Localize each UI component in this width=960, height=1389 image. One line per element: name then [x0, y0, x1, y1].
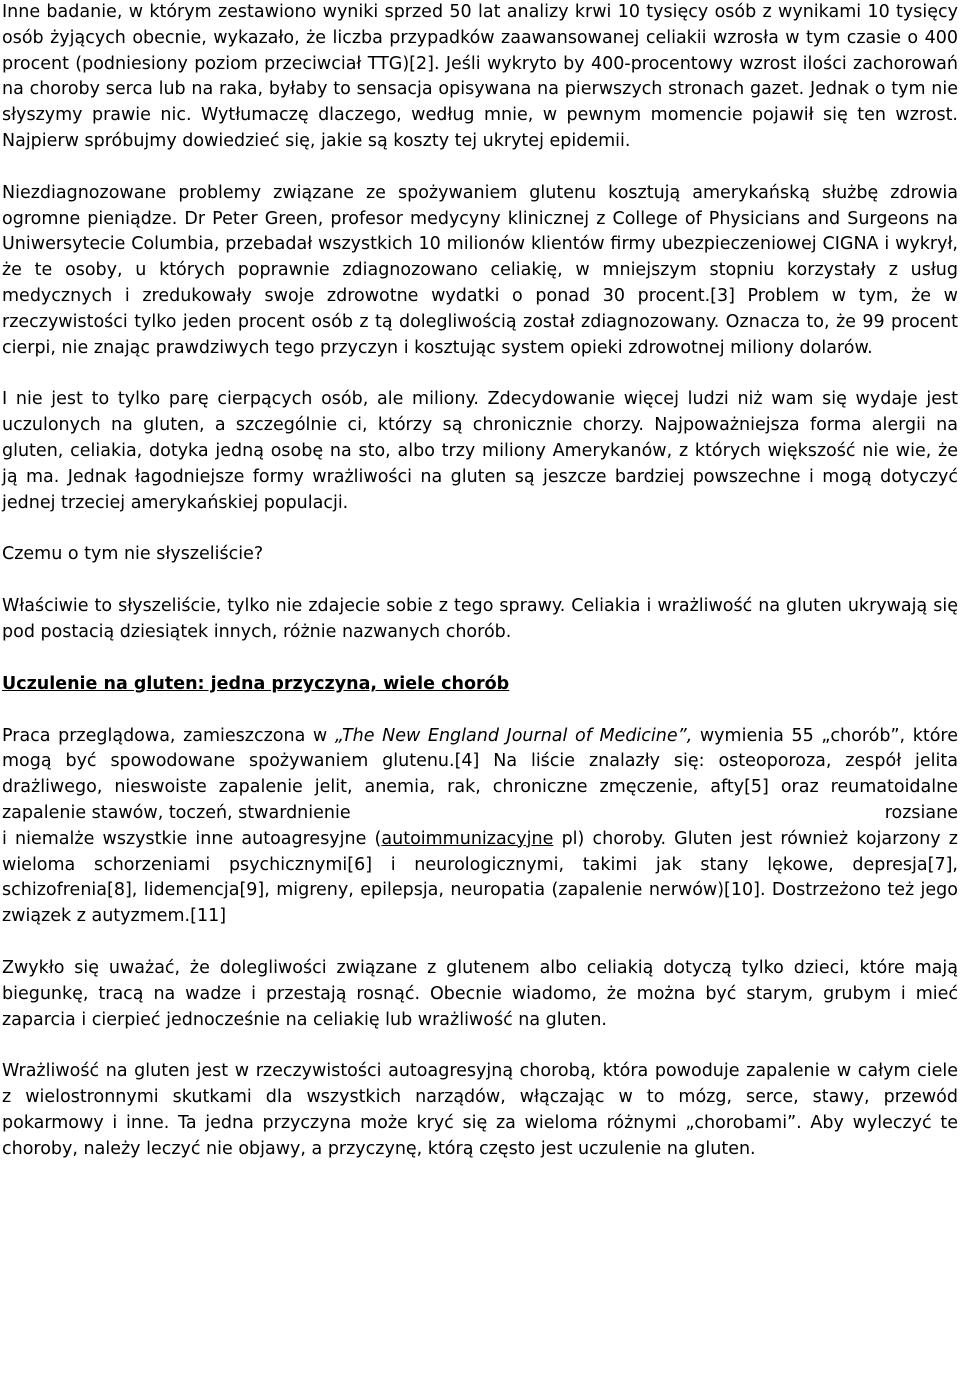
- intro-continuation: Jeśli wykryto by 400-procentowy wzrost ilości zachorowań na choroby serca lub na raka, byłaby to sensacja opisywana na pierwszych stronach gazet. Jednak o tym nie słyszymy prawie nic. Wytłumaczę dlaczego, według mnie, w pewnym momencie pojawił się ten wzrost. Najpierw spróbujmy dowiedzieć się, jakie są koszty tej ukrytej epidemii.: [2, 53, 958, 151]
- paragraph-sensitivity: Wrażliwość na gluten jest w rzeczywistości autoagresyjną chorobą, która powoduje zapalenie w całym ciele z wielostronnymi skutkami dla wszystkich narządów, włączając w to mózg, serce, stawy, przewód pokarmowy i inne. Ta jedna przyczyna może kryć się za wieloma różnymi „chorobami”. Aby wyleczyć te choroby, należy leczyć nie objawy, a przyczynę, którą często jest uczulenie na gluten.: [2, 1061, 958, 1159]
- review-text-3: i niemalże wszystkie inne autoagresyjne (: [2, 828, 382, 849]
- intro-sentence: Inne badanie, w którym zestawiono wyniki sprzed 50 lat analizy krwi 10 tysięcy osób z wynikami 10 tysięcy osób żyjących obecnie, wykazało, że liczba przypadków zaawansowanej celiakii wzrosła w tym czasie o 400 procent (podniesiony poziom przeciwciał TTG)[2].: [2, 2, 958, 74]
- paragraph-millions: I nie jest to tylko parę cierpących osób, ale miliony. Zdecydowanie więcej ludzi niż wam się wydaje jest uczulonych na gluten, a szczególnie ci, którzy są chronicznie chorzy. Najpoważniejsza forma alergii na gluten, celiakia, dotyka jedną osobę na sto, albo trzy miliony Amerykanów, z których większość nie wie, że ją ma. Jednak łagodniejsze formy wrażliwości na gluten są jeszcze bardziej powszechne i mogą dotyczyć jednej trzeciej amerykańskiej populacji.: [2, 389, 958, 513]
- autoimmune-link[interactable]: autoimmunizacyjne: [381, 828, 554, 849]
- journal-title: „The New England Journal of Medicine”,: [334, 725, 693, 746]
- section-heading: Uczulenie na gluten: jedna przyczyna, wiele chorób: [2, 673, 510, 694]
- paragraph-children: Zwykło się uważać, że dolegliwości związane z glutenem albo celiakią dotyczą tylko dzieci, które mają biegunkę, tracą na wadze i przestają rosnąć. Obecnie wiadomo, że można być starym, grubym i mieć zaparcia i cierpieć jednocześnie na celiakię lub wrażliwość na gluten.: [2, 957, 958, 1030]
- review-text-1: Praca przeglądowa, zamieszczona w: [2, 725, 335, 746]
- review-text-4: pl) choroby. Gluten jest również kojarzony z wieloma schorzeniami psychicznymi[6] i neurologicznymi, takimi jak stany lękowe, depresja[7], schizofrenia[8], lidemencja[9], migreny, epilepsja, neuropatia (zapalenie nerwów)[10]. Dostrzeżono też jego związek z autyzmem.[11]: [2, 828, 958, 927]
- paragraph-review: [2, 724, 958, 930]
- paragraph-costs: Niezdiagnozowane problemy związane ze spożywaniem glutenu kosztują amerykańską służbę zdrowia ogromne pieniądze. Dr Peter Green, profesor medycyny klinicznej z College of Physicians and Surgeons na Uniwersytecie Columbia, przebadał wszystkich 10 milionów klientów firmy ubezpieczeniowej CIGNA i wykrył, że te osoby, u których poprawnie zdiagnozowano celiakię, w mniejszym stopniu korzystały z usług medycznych i zredukowały swoje zdrowotne wydatki o ponad 30 procent.[3] Problem w tym, że w rzeczywistości tylko jeden procent osób z tą dolegliwością został zdiagnozowany. Oznacza to, że 99 procent cierpi, nie znając prawdziwych tego przyczyn i kosztując system opieki zdrowotnej miliony dolarów.: [2, 182, 958, 358]
- review-text-2b: rozsiane: [884, 802, 958, 823]
- paragraph-question: Czemu o tym nie słyszeliście?: [2, 544, 264, 565]
- paragraph-intro: [2, 0, 958, 155]
- review-text-2: wymienia 55 „chorób”, które mogą być spowodowane spożywaniem glutenu.[4] Na liście znalazły się: osteoporoza, zespół jelita drażliwego, nieswoiste zapalenie jelit, anemia, rak, chroniczne zmęczenie, afty[5] oraz reumatoidalne zapalenie stawów, toczeń, stwardnienie: [2, 725, 958, 823]
- paragraph-answer: Właściwie to słyszeliście, tylko nie zdajecie sobie z tego sprawy. Celiakia i wrażliwość na gluten ukrywają się pod postacią dziesiątek innych, różnie nazwanych chorób.: [2, 596, 958, 642]
